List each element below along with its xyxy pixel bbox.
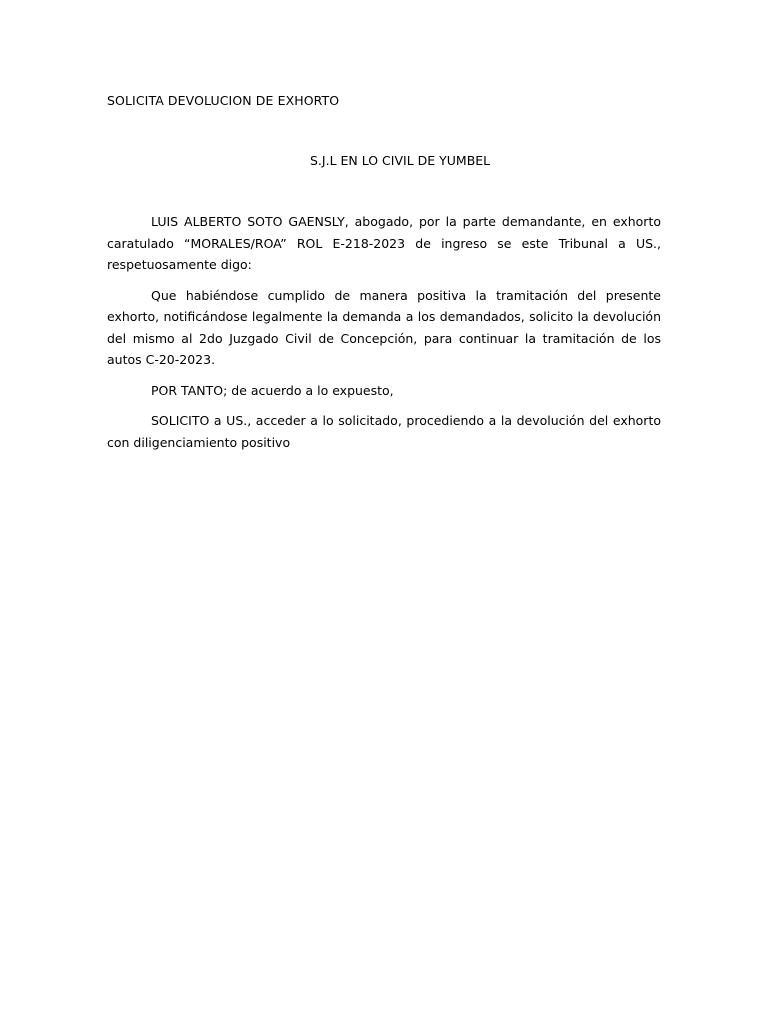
paragraph-por-tanto: POR TANTO; de acuerdo a lo expuesto, [151,382,394,398]
paragraph-request-basis: Que habiéndose cumplido de manera positiva la tramitación del presente exhorto, notificándose legalmente la demanda a los demandados, solicito la devolución del mismo al 2do Juzgado Civil de Concepción, para continuar la tramitación de los autos C-20-2023. [107,287,661,367]
document-body [107,211,661,453]
paragraph-introduction: LUIS ALBERTO SOTO GAENSLY, abogado, por la parte demandante, en exhorto caratulado “MORALES/ROA” ROL E-218-2023 de ingreso se este Tribunal a US., respetuosamente digo: [107,214,661,272]
paragraph-solicito: SOLICITO a US., acceder a lo solicitado, procediendo a la devolución del exhorto con diligenciamiento positivo [107,413,661,450]
court-addressee: S.J.L EN LO CIVIL DE YUMBEL [310,153,491,168]
document-title: SOLICITA DEVOLUCION DE EXHORTO [107,93,340,108]
